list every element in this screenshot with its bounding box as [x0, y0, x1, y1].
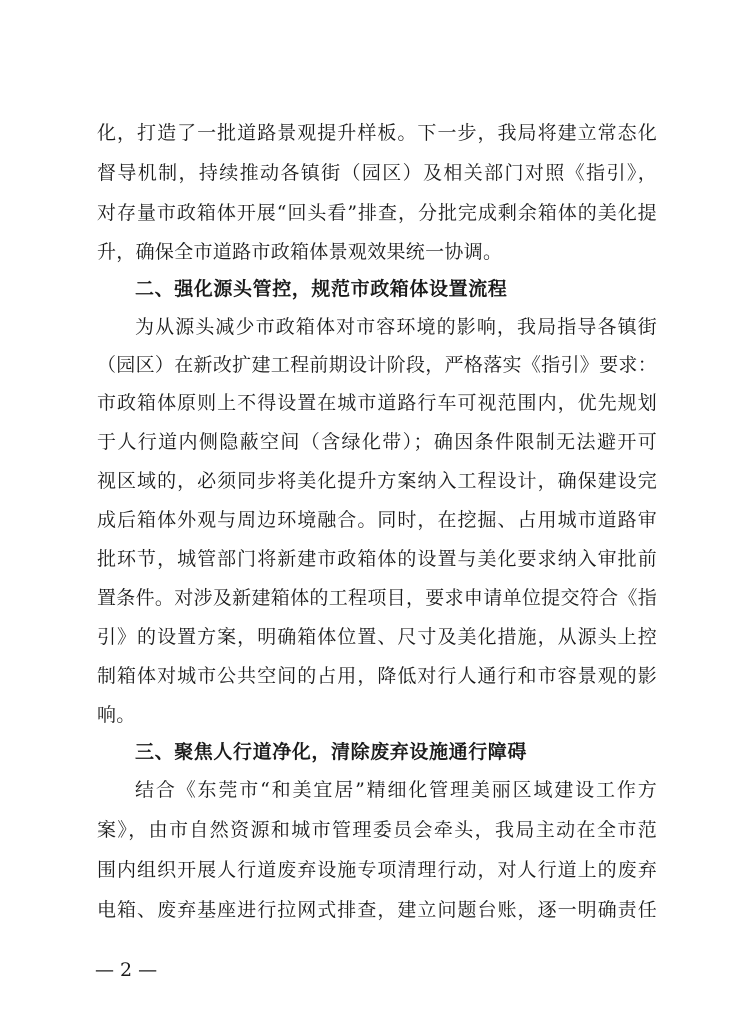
paragraph-line: 为从源头减少市政箱体对市容环境的影响，我局指导各镇街 [135, 316, 657, 338]
paragraph-line: 电箱、废弃基座进行拉网式排查，建立问题台账，逐一明确责任 [97, 899, 657, 921]
section-heading: 二、强化源头管控，规范市政箱体设置流程 [135, 278, 508, 300]
section-heading: 三、聚焦人行道净化，清除废弃设施通行障碍 [135, 741, 528, 763]
paragraph-line: 批环节，城管部门将新建市政箱体的设置与美化要求纳入审批前 [97, 548, 657, 570]
paragraph-line: 成后箱体外观与周边环境融合。同时，在挖掘、占用城市道路审 [97, 509, 657, 531]
paragraph-line: 引》的设置方案，明确箱体位置、尺寸及美化措施，从源头上控 [97, 626, 657, 648]
paragraph-line: 制箱体对城市公共空间的占用，降低对行人通行和市容景观的影 [97, 665, 657, 687]
paragraph-line: 围内组织开展人行道废弃设施专项清理行动，对人行道上的废弃 [97, 859, 657, 881]
paragraph-line: 视区域的，必须同步将美化提升方案纳入工程设计，确保建设完 [97, 470, 657, 492]
paragraph-line: 化，打造了一批道路景观提升样板。下一步，我局将建立常态化 [97, 122, 657, 144]
paragraph-line: 案》，由市自然资源和城市管理委员会牵头，我局主动在全市范 [97, 819, 657, 841]
paragraph-line: 置条件。对涉及新建箱体的工程项目，要求申请单位提交符合《指 [97, 587, 657, 609]
paragraph-line: 对存量市政箱体开展“回头看”排查，分批完成剩余箱体的美化提 [97, 202, 657, 224]
paragraph-line: 于人行道内侧隐蔽空间（含绿化带）；确因条件限制无法避开可 [97, 431, 657, 453]
paragraph-line: 市政箱体原则上不得设置在城市道路行车可视范围内，优先规划 [97, 392, 657, 414]
paragraph-line: 督导机制，持续推动各镇街（园区）及相关部门对照《指引》， [97, 162, 657, 184]
page-number: — 2 — [95, 959, 158, 981]
paragraph-line: 结合《东莞市“和美宜居”精细化管理美丽区域建设工作方 [135, 779, 657, 801]
paragraph-line: （园区）在新改扩建工程前期设计阶段，严格落实《指引》要求： [97, 354, 657, 376]
paragraph-line: 升，确保全市道路市政箱体景观效果统一协调。 [97, 241, 503, 263]
paragraph-line: 响。 [97, 704, 136, 726]
